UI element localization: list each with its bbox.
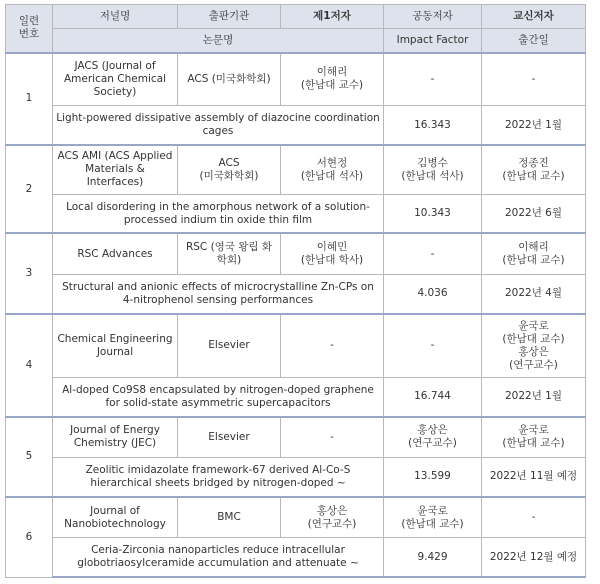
pub-date: 2022년 1월 — [482, 106, 586, 145]
seq-number: 6 — [6, 497, 53, 577]
header-seq: 일련 번호 — [6, 5, 53, 53]
coauthor: - — [384, 314, 482, 378]
first-author: 서현정 (한남대 석사) — [281, 145, 384, 194]
paper-title: Light-powered dissipative assembly of diazocine coordination cages — [53, 106, 384, 145]
paper-title: Ceria-Zirconia nanoparticles reduce intracellular globotriaosylceramide accumulation and attenuate ~ — [53, 538, 384, 577]
header-corresponding: 교신저자 — [482, 5, 586, 29]
first-author: 이해리 (한남대 교수) — [281, 53, 384, 106]
publisher-name: Elsevier — [178, 314, 281, 378]
impact-factor: 9.429 — [384, 538, 482, 577]
impact-factor: 16.343 — [384, 106, 482, 145]
corresponding-author: - — [482, 53, 586, 106]
first-author: - — [281, 417, 384, 458]
publication-row-6 — [6, 497, 586, 577]
publisher-name: ACS (미국화학회) — [178, 145, 281, 194]
paper-title: Zeolitic imidazolate framework-67 derived Al-Co-S hierarchical sheets bridged by nitrogen-doped ~ — [53, 458, 384, 497]
publication-row-3 — [6, 233, 586, 313]
first-author: 홍상은 (연구교수) — [281, 497, 384, 538]
seq-number: 1 — [6, 53, 53, 146]
header-title: 논문명 — [53, 29, 384, 53]
seq-number: 5 — [6, 417, 53, 497]
seq-number: 3 — [6, 233, 53, 313]
coauthor: - — [384, 53, 482, 106]
table-header — [6, 5, 586, 53]
publication-row-2 — [6, 145, 586, 233]
header-journal: 저널명 — [53, 5, 178, 29]
journal-name: Journal of Energy Chemistry (JEC) — [53, 417, 178, 458]
impact-factor: 10.343 — [384, 194, 482, 233]
publication-row-4 — [6, 314, 586, 417]
journal-name: ACS AMI (ACS Applied Materials & Interfaces) — [53, 145, 178, 194]
first-author: - — [281, 314, 384, 378]
publisher-name: Elsevier — [178, 417, 281, 458]
header-first-author: 제1저자 — [281, 5, 384, 29]
journal-name: JACS (Journal of American Chemical Society) — [53, 53, 178, 106]
publication-row-5 — [6, 417, 586, 497]
corresponding-author: 윤국로 (한남대 교수) 홍상은 (연구교수) — [482, 314, 586, 378]
header-coauthor: 공동저자 — [384, 5, 482, 29]
publication-table — [5, 4, 586, 578]
impact-factor: 13.599 — [384, 458, 482, 497]
pub-date: 2022년 1월 — [482, 377, 586, 416]
paper-title: Local disordering in the amorphous network of a solution-processed indium tin oxide thin film — [53, 194, 384, 233]
publisher-name: ACS (미국화학회) — [178, 53, 281, 106]
seq-number: 4 — [6, 314, 53, 417]
journal-name: RSC Advances — [53, 233, 178, 274]
journal-name: Journal of Nanobiotechnology — [53, 497, 178, 538]
header-pub-date: 출간일 — [482, 29, 586, 53]
publisher-name: RSC (영국 왕립 화학회) — [178, 233, 281, 274]
impact-factor: 16.744 — [384, 377, 482, 416]
coauthor: - — [384, 233, 482, 274]
publisher-name: BMC — [178, 497, 281, 538]
pub-date: 2022년 12월 예정 — [482, 538, 586, 577]
header-impact-factor: Impact Factor — [384, 29, 482, 53]
journal-name: Chemical Engineering Journal — [53, 314, 178, 378]
corresponding-author: - — [482, 497, 586, 538]
impact-factor: 4.036 — [384, 275, 482, 314]
coauthor: 윤국로 (한남대 교수) — [384, 497, 482, 538]
publication-row-1 — [6, 53, 586, 146]
pub-date: 2022년 6월 — [482, 194, 586, 233]
coauthor: 홍상은 (연구교수) — [384, 417, 482, 458]
paper-title: Al-doped Co9S8 encapsulated by nitrogen-doped graphene for solid-state asymmetric supercapacitors — [53, 377, 384, 416]
pub-date: 2022년 4월 — [482, 275, 586, 314]
seq-number: 2 — [6, 145, 53, 233]
coauthor: 김병수 (한남대 석사) — [384, 145, 482, 194]
header-publisher: 출판기관 — [178, 5, 281, 29]
first-author: 이혜민 (한남대 학사) — [281, 233, 384, 274]
corresponding-author: 정종진 (한남대 교수) — [482, 145, 586, 194]
pub-date: 2022년 11월 예정 — [482, 458, 586, 497]
corresponding-author: 이해리 (한남대 교수) — [482, 233, 586, 274]
corresponding-author: 윤국로 (한남대 교수) — [482, 417, 586, 458]
paper-title: Structural and anionic effects of microcrystalline Zn-CPs on 4-nitrophenol sensing performances — [53, 275, 384, 314]
